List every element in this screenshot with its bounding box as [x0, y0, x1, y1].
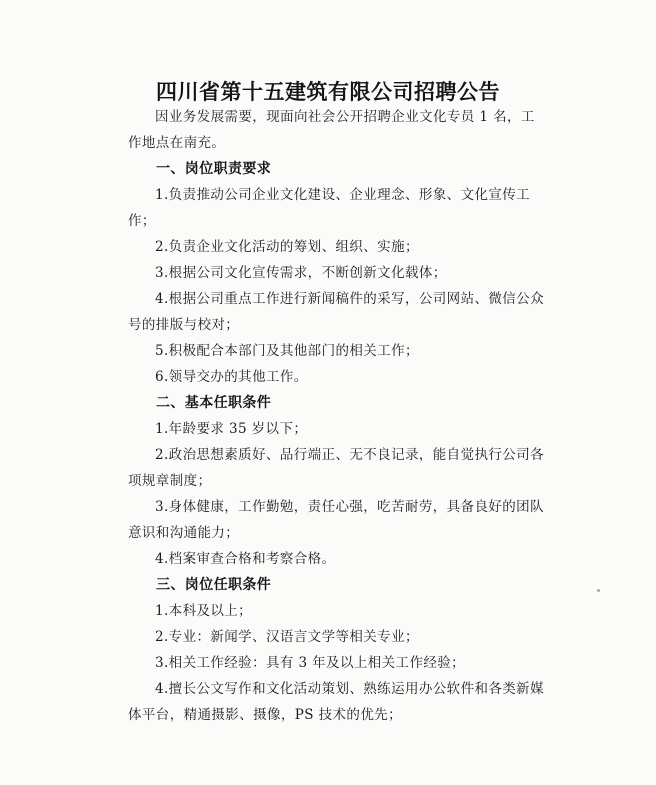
list-item: 4.擅长公文写作和文化活动策划、熟练运用办公软件和各类新媒体平台，精通摄影、摄像，PS 技术的优先； — [128, 681, 544, 723]
list-item: 2.政治思想素质好、品行端正、无不良记录，能自觉执行公司各项规章制度； — [128, 447, 544, 489]
list-item: 4.档案审查合格和考察合格。 — [155, 551, 336, 567]
document-body — [128, 104, 548, 728]
list-item: 3.根据公司文化宣传需求，不断创新文化载体； — [155, 265, 447, 281]
document-title: 四川省第十五建筑有限公司招聘公告 — [156, 79, 500, 104]
list-item: 1.年龄要求 35 岁以下； — [155, 421, 308, 437]
list-item: 5.积极配合本部门及其他部门的相关工作； — [155, 343, 419, 359]
list-item: 2.负责企业文化活动的筹划、组织、实施； — [155, 239, 419, 255]
list-item: 2.专业：新闻学、汉语言文学等相关专业； — [155, 629, 419, 645]
section-basic-requirements — [128, 390, 548, 572]
scan-speck — [597, 589, 600, 592]
section-heading: 二、基本任职条件 — [156, 395, 272, 411]
list-item: 3.相关工作经验：具有 3 年及以上相关工作经验； — [155, 655, 466, 671]
list-item: 1.本科及以上； — [155, 603, 253, 619]
list-item: 6.领导交办的其他工作。 — [155, 369, 308, 385]
section-heading: 三、岗位任职条件 — [156, 577, 272, 593]
section-job-duties — [128, 156, 548, 390]
list-item: 3.身体健康，工作勤勉，责任心强，吃苦耐劳，具备良好的团队意识和沟通能力； — [128, 499, 544, 541]
section-position-requirements — [128, 572, 548, 728]
intro-paragraph: 因业务发展需要，现面向社会公开招聘企业文化专员 1 名，工作地点在南充。 — [128, 109, 535, 151]
list-item: 1.负责推动公司企业文化建设、企业理念、形象、文化宣传工作； — [128, 187, 531, 229]
list-item: 4.根据公司重点工作进行新闻稿件的采写，公司网站、微信公众号的排版与校对； — [128, 291, 544, 333]
section-heading: 一、岗位职责要求 — [156, 161, 272, 177]
